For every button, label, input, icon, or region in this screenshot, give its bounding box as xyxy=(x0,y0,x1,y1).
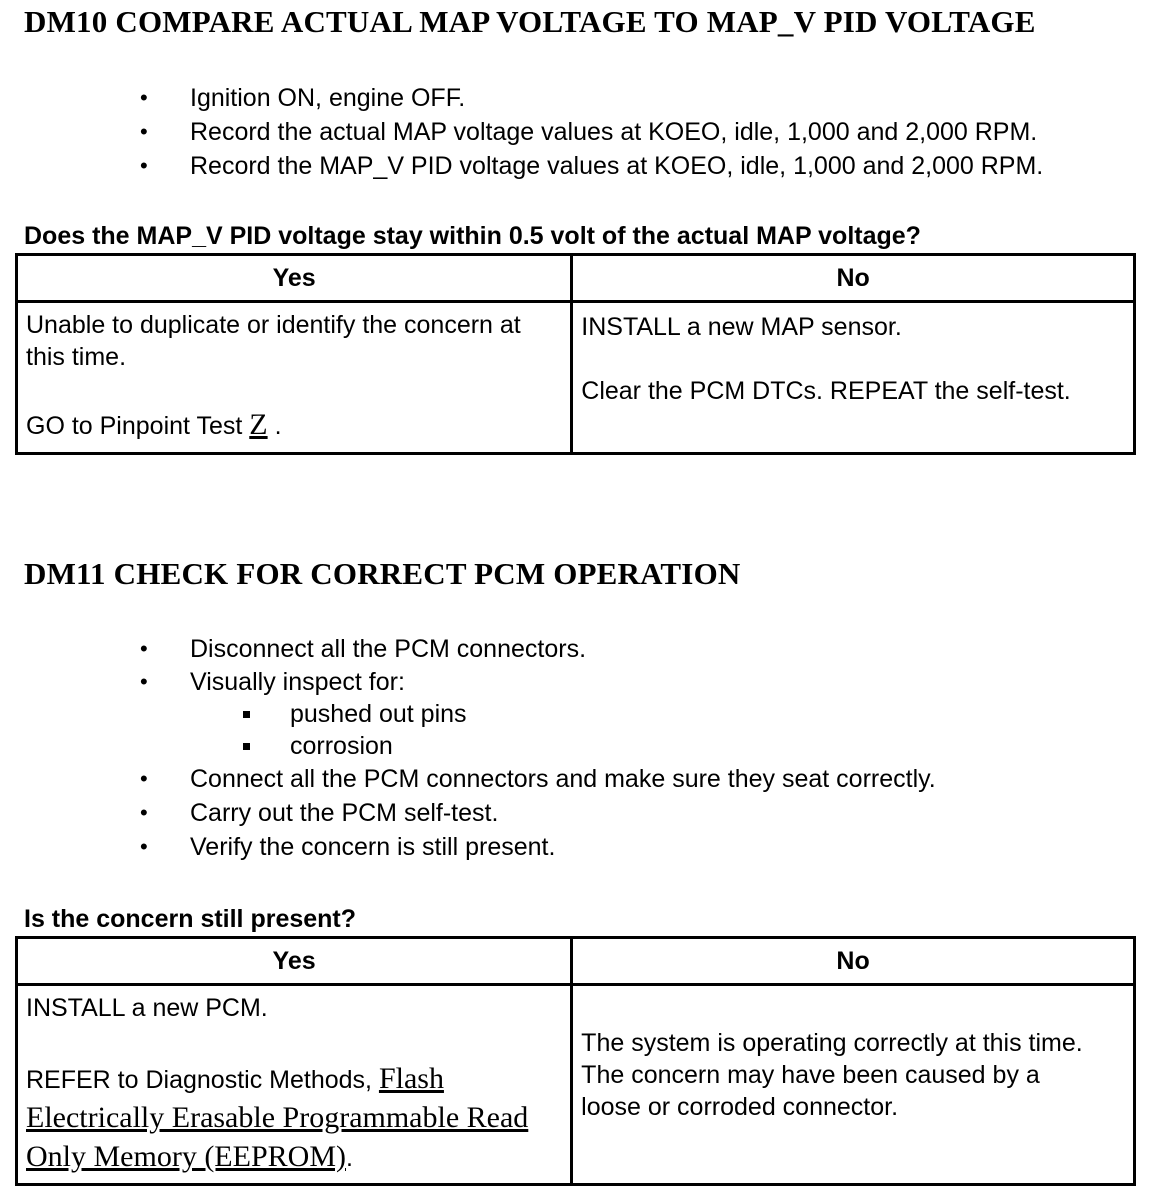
dm11-step: • Carry out the PCM self-test. xyxy=(0,796,936,830)
dm11-yes-text: INSTALL a new PCM. xyxy=(26,994,268,1022)
dm11-step: • Connect all the PCM connectors and make sure they seat correctly. xyxy=(0,762,936,796)
dm10-goto-prefix: GO to Pinpoint Test xyxy=(26,412,243,440)
dm11-refer-prefix: REFER to Diagnostic Methods, xyxy=(26,1066,372,1094)
dm11-yes-header: Yes xyxy=(17,938,572,985)
dm11-no-cell xyxy=(572,985,1135,1185)
dm10-question: Does the MAP_V PID voltage stay within 0.5 volt of the actual MAP voltage? xyxy=(24,222,921,250)
dm11-result-table xyxy=(15,936,1136,1186)
dm10-step: • Ignition ON, engine OFF. xyxy=(0,81,1043,115)
dm11-refer-line xyxy=(26,1060,562,1177)
dm10-no-text-1: INSTALL a new MAP sensor. xyxy=(581,313,902,341)
dm11-step: • Visually inspect for: xyxy=(0,666,936,698)
dm10-yes-header: Yes xyxy=(17,255,572,302)
dm10-step: • Record the MAP_V PID voltage values at KOEO, idle, 1,000 and 2,000 RPM. xyxy=(0,149,1043,183)
dm11-heading: DM11 CHECK FOR CORRECT PCM OPERATION xyxy=(24,556,741,591)
dm10-step: • Record the actual MAP voltage values at KOEO, idle, 1,000 and 2,000 RPM. xyxy=(0,115,1043,149)
dm11-step-list xyxy=(0,632,936,864)
pinpoint-test-z-link[interactable]: Z xyxy=(249,408,268,441)
dm11-step: • Verify the concern is still present. xyxy=(0,830,936,864)
dm10-step-list xyxy=(0,81,1043,183)
dm11-no-text: The system is operating correctly at this time. The concern may have been caused by a loose or corroded connector. xyxy=(581,1028,1083,1121)
dm10-yes-text: Unable to duplicate or identify the concern at this time. xyxy=(26,311,521,371)
flash-eeprom-link[interactable]: Flash Electrically Erasable Programmable Read Only Memory (EEPROM) xyxy=(26,1062,529,1173)
dm10-no-header: No xyxy=(572,255,1135,302)
dm11-substep: corrosion xyxy=(0,730,936,762)
dm10-yes-cell xyxy=(17,302,572,454)
dm11-question: Is the concern still present? xyxy=(24,905,357,933)
dm10-goto-suffix: . xyxy=(274,412,282,440)
dm11-step: • Disconnect all the PCM connectors. xyxy=(0,632,936,666)
dm10-no-text-2: Clear the PCM DTCs. REPEAT the self-test. xyxy=(581,377,1071,405)
dm11-no-header: No xyxy=(572,938,1135,985)
dm10-goto-line xyxy=(26,409,562,442)
dm11-refer-suffix: . xyxy=(345,1144,353,1172)
dm11-yes-cell xyxy=(17,985,572,1185)
dm11-substep: pushed out pins xyxy=(0,698,936,730)
dm10-result-table xyxy=(15,253,1136,455)
dm10-no-cell xyxy=(572,302,1135,454)
dm10-heading: DM10 COMPARE ACTUAL MAP VOLTAGE TO MAP_V PID VOLTAGE xyxy=(24,4,1036,39)
